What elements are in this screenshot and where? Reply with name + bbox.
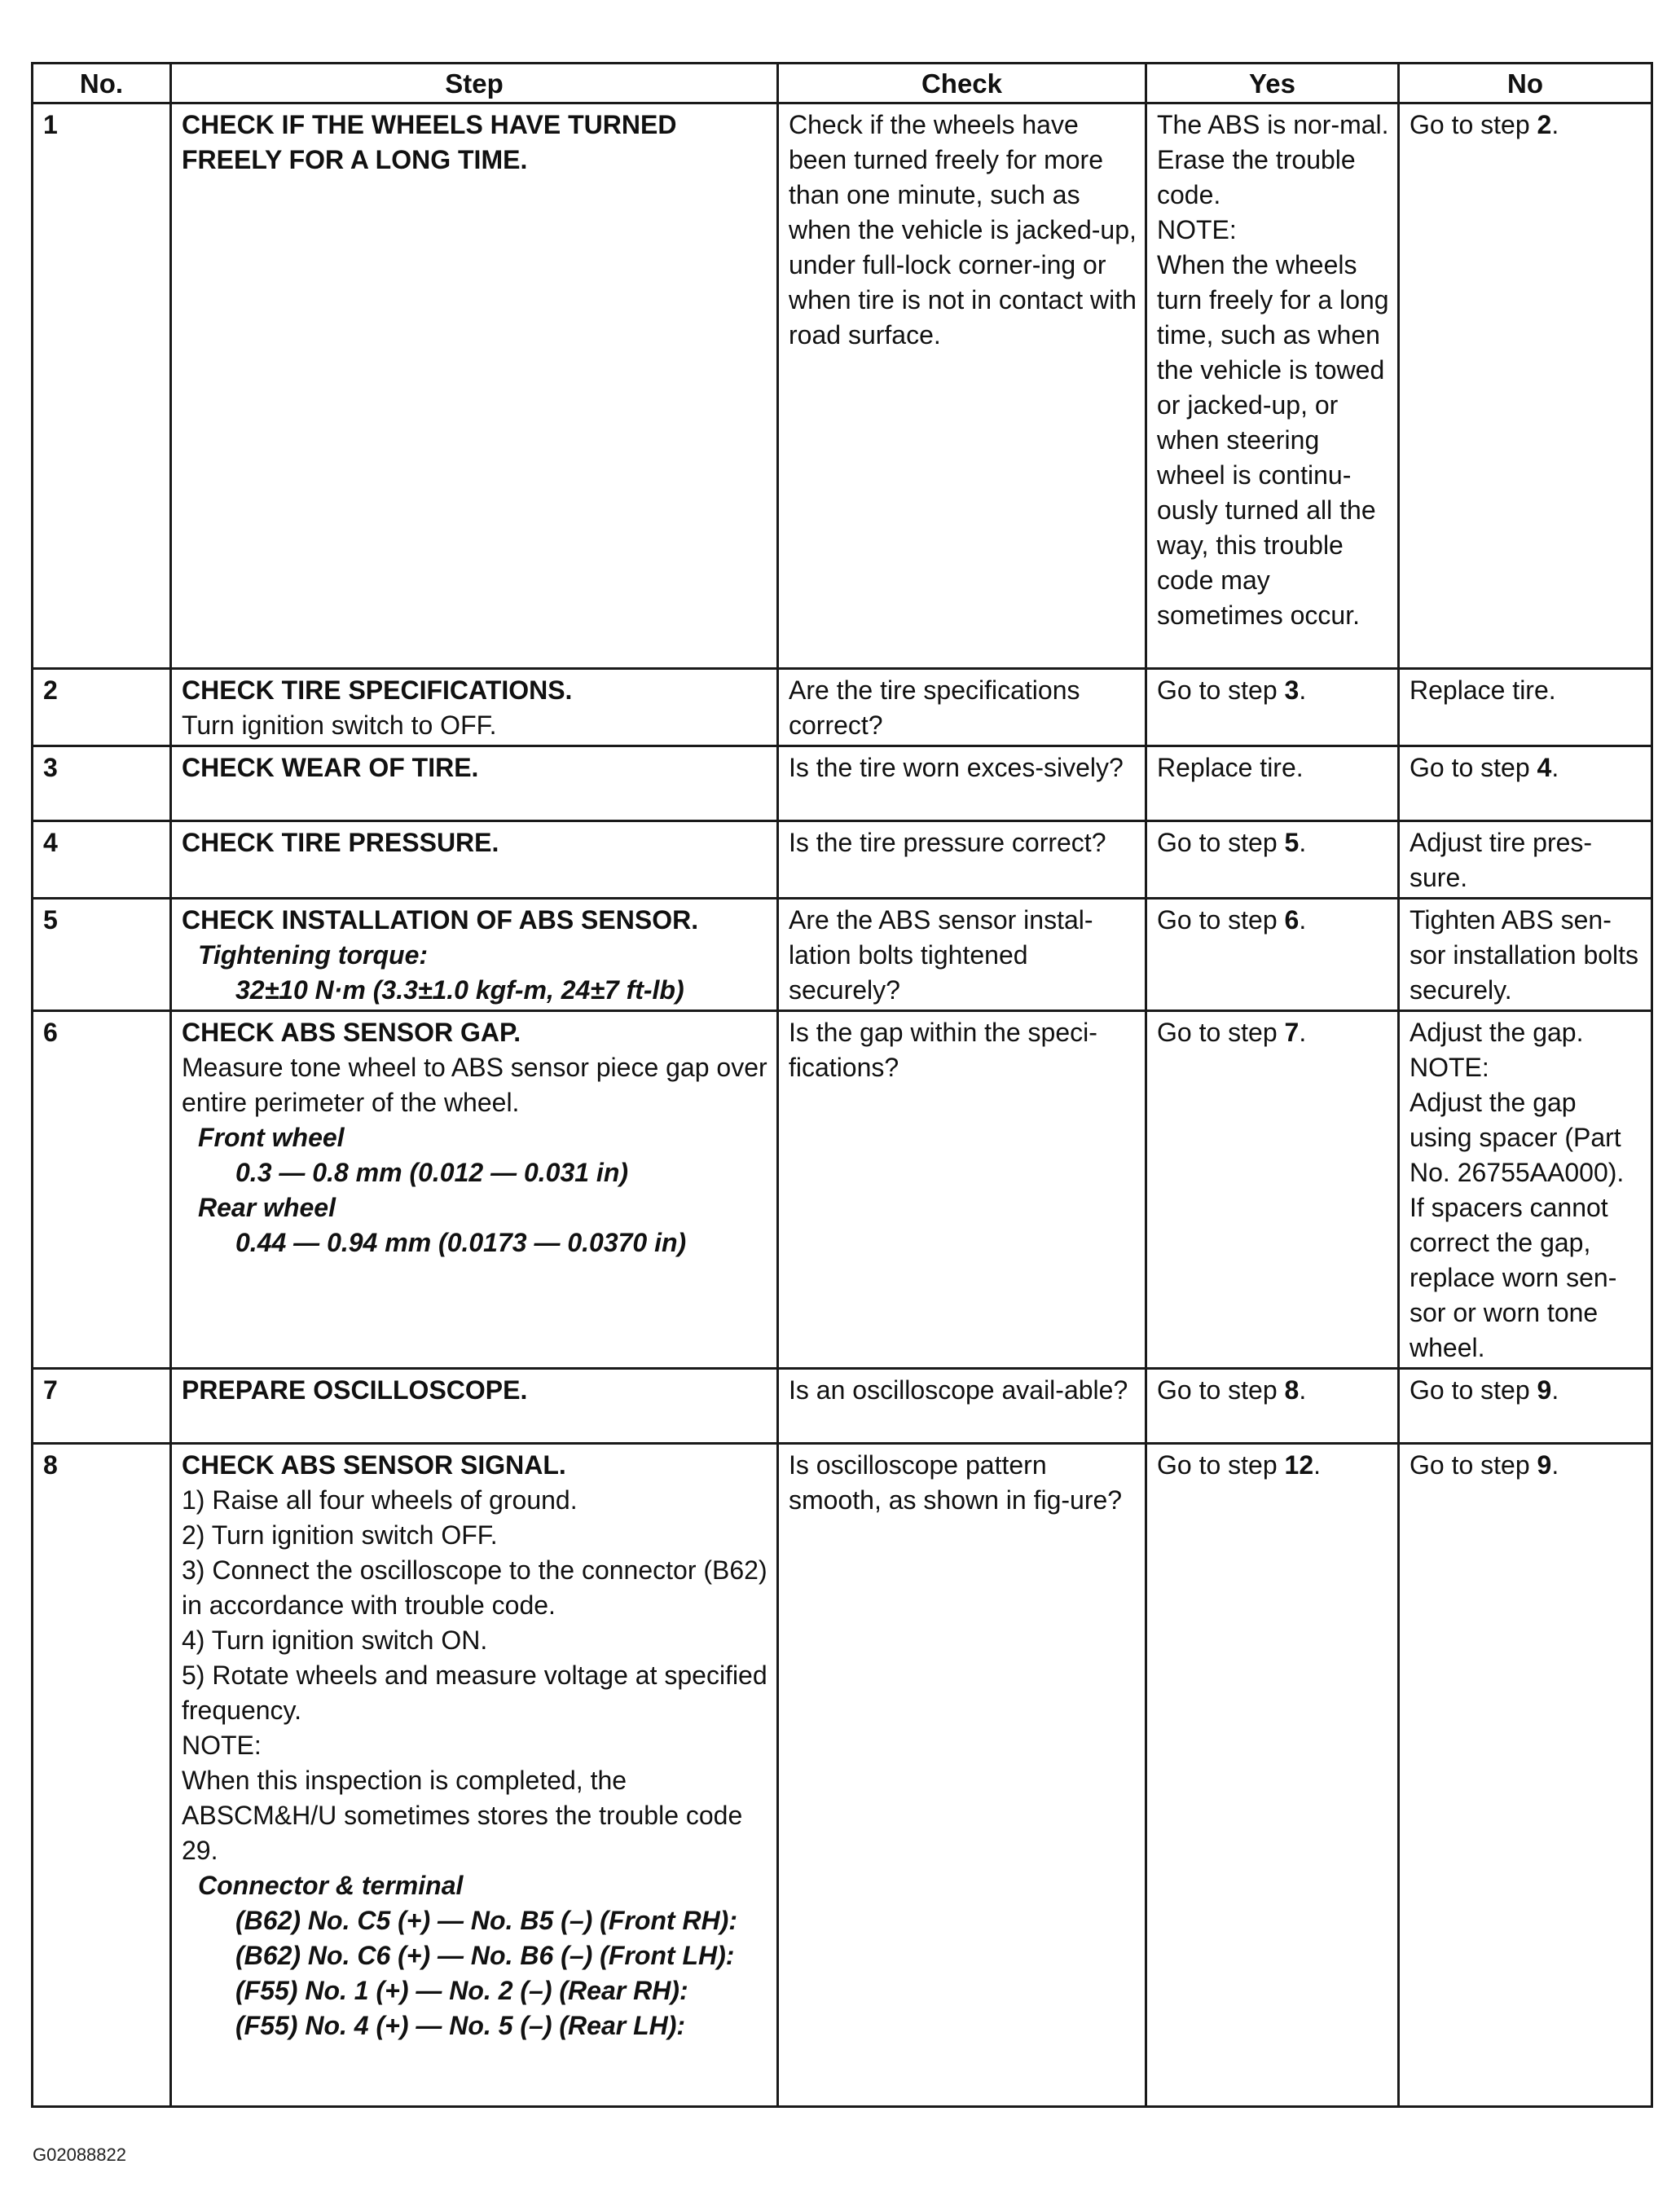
- step-title: CHECK INSTALLATION OF ABS SENSOR.: [182, 905, 699, 935]
- yes-suffix: .: [1299, 1018, 1307, 1047]
- goto-step-link[interactable]: 9: [1537, 1375, 1552, 1405]
- goto-step-link[interactable]: 8: [1284, 1375, 1300, 1405]
- step-body: Turn ignition switch to OFF.: [182, 710, 497, 740]
- goto-step-link[interactable]: 5: [1284, 828, 1300, 857]
- check-cell: Is the gap within the speci-fications?: [778, 1011, 1146, 1369]
- yes-cell: Replace tire.: [1146, 746, 1399, 821]
- yes-suffix: .: [1299, 828, 1307, 857]
- note-label: NOTE:: [182, 1731, 262, 1760]
- spec-label: Tightening torque:: [198, 940, 429, 970]
- check-cell: Is oscilloscope pattern smooth, as shown in fig-ure?: [778, 1444, 1146, 2107]
- no-cell: Adjust tire pres-sure.: [1399, 821, 1652, 899]
- goto-step-link[interactable]: 3: [1284, 675, 1300, 705]
- connector-terminal: (F55) No. 1 (+) — No. 2 (–) (Rear RH):: [235, 1976, 688, 2005]
- step-title: CHECK WEAR OF TIRE.: [182, 753, 479, 782]
- no-cell: [1399, 746, 1652, 821]
- step-cell: [171, 103, 778, 669]
- table-row: [33, 899, 1652, 1011]
- step-number: 6: [33, 1011, 171, 1369]
- note-text: When this inspection is completed, the ABSCM&H/U sometimes stores the trouble code 29.: [182, 1766, 743, 1865]
- procedure-step: 5) Rotate wheels and measure voltage at specified frequency.: [182, 1661, 767, 1725]
- no-suffix: .: [1551, 1450, 1559, 1480]
- yes-cell: [1146, 1369, 1399, 1444]
- no-text: Go to step: [1410, 110, 1537, 139]
- check-cell: Is the tire worn exces-sively?: [778, 746, 1146, 821]
- check-cell: Are the tire specifications correct?: [778, 669, 1146, 746]
- yes-text: Go to step: [1157, 1375, 1285, 1405]
- figure-code: G02088822: [33, 2144, 126, 2165]
- header-check: Check: [778, 64, 1146, 103]
- step-body: Measure tone wheel to ABS sensor piece gap over entire perimeter of the wheel.: [182, 1053, 767, 1117]
- no-note-label: NOTE:: [1410, 1053, 1489, 1082]
- spec-value: 32±10 N·m (3.3±1.0 kgf-m, 24±7 ft-lb): [235, 975, 684, 1005]
- yes-text: Go to step: [1157, 1450, 1285, 1480]
- step-cell: [171, 746, 778, 821]
- yes-text: Go to step: [1157, 1018, 1285, 1047]
- yes-cell: [1146, 821, 1399, 899]
- table-row: [33, 1011, 1652, 1369]
- yes-cell: [1146, 103, 1399, 669]
- check-cell: Is an oscilloscope avail-able?: [778, 1369, 1146, 1444]
- procedure-step: 4) Turn ignition switch ON.: [182, 1625, 488, 1655]
- no-suffix: .: [1551, 753, 1559, 782]
- no-text: Go to step: [1410, 753, 1537, 782]
- connector-terminal: (F55) No. 4 (+) — No. 5 (–) (Rear LH):: [235, 2011, 686, 2040]
- yes-note-label: NOTE:: [1157, 215, 1237, 244]
- goto-step-link[interactable]: 9: [1537, 1450, 1552, 1480]
- step-number: 2: [33, 669, 171, 746]
- goto-step-link[interactable]: 2: [1537, 110, 1552, 139]
- header-no: No.: [33, 64, 171, 103]
- step-number: 8: [33, 1444, 171, 2107]
- yes-cell: [1146, 1011, 1399, 1369]
- step-cell: [171, 669, 778, 746]
- spec-label-rear: Rear wheel: [198, 1193, 336, 1222]
- no-note: Adjust the gap using spacer (Part No. 26755AA000). If spacers cannot correct the gap, replace worn sen-sor or worn tone wheel.: [1410, 1088, 1625, 1362]
- yes-note: When the wheels turn freely for a long time, such as when the vehicle is towed or jacked-up, or when steering wheel is continu-ously turned all the way, this trouble code may sometimes occur.: [1157, 250, 1389, 630]
- step-title: CHECK TIRE SPECIFICATIONS.: [182, 675, 573, 705]
- connector-terminal: (B62) No. C5 (+) — No. B5 (–) (Front RH):: [235, 1906, 737, 1935]
- procedure-step: 3) Connect the oscilloscope to the connector (B62) in accordance with trouble code.: [182, 1555, 767, 1620]
- connector-terminal: (B62) No. C6 (+) — No. B6 (–) (Front LH):: [235, 1941, 735, 1970]
- table-row: [33, 1369, 1652, 1444]
- step-cell: [171, 1444, 778, 2107]
- yes-cell: [1146, 669, 1399, 746]
- header-step: Step: [171, 64, 778, 103]
- no-cell: [1399, 103, 1652, 669]
- step-cell: [171, 821, 778, 899]
- header-no-result: No: [1399, 64, 1652, 103]
- no-text: Go to step: [1410, 1375, 1537, 1405]
- step-title: CHECK ABS SENSOR GAP.: [182, 1018, 521, 1047]
- table-row: [33, 821, 1652, 899]
- yes-suffix: .: [1313, 1450, 1322, 1480]
- yes-suffix: .: [1299, 1375, 1307, 1405]
- spec-label-front: Front wheel: [198, 1123, 345, 1152]
- diagnostic-table: [31, 62, 1653, 2108]
- yes-cell: [1146, 899, 1399, 1011]
- no-cell: [1399, 1369, 1652, 1444]
- yes-text: The ABS is nor-mal. Erase the trouble code.: [1157, 110, 1389, 209]
- goto-step-link[interactable]: 6: [1284, 905, 1300, 935]
- header-yes: Yes: [1146, 64, 1399, 103]
- spec-value-front: 0.3 — 0.8 mm (0.012 — 0.031 in): [235, 1158, 629, 1187]
- spec-value-rear: 0.44 — 0.94 mm (0.0173 — 0.0370 in): [235, 1228, 687, 1257]
- table-row: [33, 1444, 1652, 2107]
- step-number: 1: [33, 103, 171, 669]
- procedure-step: 1) Raise all four wheels of ground.: [182, 1485, 578, 1515]
- no-cell: [1399, 1444, 1652, 2107]
- no-suffix: .: [1551, 1375, 1559, 1405]
- yes-text: Go to step: [1157, 675, 1285, 705]
- connector-label: Connector & terminal: [198, 1871, 464, 1900]
- yes-suffix: .: [1299, 905, 1307, 935]
- step-title: CHECK IF THE WHEELS HAVE TURNED FREELY FOR A LONG TIME.: [182, 110, 677, 174]
- table-row: [33, 669, 1652, 746]
- check-cell: Is the tire pressure correct?: [778, 821, 1146, 899]
- no-cell: Replace tire.: [1399, 669, 1652, 746]
- yes-text: Go to step: [1157, 828, 1285, 857]
- step-number: 3: [33, 746, 171, 821]
- yes-suffix: .: [1299, 675, 1307, 705]
- table-row: [33, 746, 1652, 821]
- step-title: CHECK ABS SENSOR SIGNAL.: [182, 1450, 566, 1480]
- goto-step-link[interactable]: 7: [1284, 1018, 1300, 1047]
- no-suffix: .: [1551, 110, 1559, 139]
- goto-step-link[interactable]: 12: [1284, 1450, 1314, 1480]
- goto-step-link[interactable]: 4: [1537, 753, 1552, 782]
- step-cell: [171, 1369, 778, 1444]
- no-text: Go to step: [1410, 1450, 1537, 1480]
- procedure-step: 2) Turn ignition switch OFF.: [182, 1520, 498, 1550]
- no-cell: [1399, 1011, 1652, 1369]
- yes-cell: [1146, 1444, 1399, 2107]
- no-cell: Tighten ABS sen-sor installation bolts securely.: [1399, 899, 1652, 1011]
- step-title: CHECK TIRE PRESSURE.: [182, 828, 499, 857]
- step-number: 5: [33, 899, 171, 1011]
- step-number: 7: [33, 1369, 171, 1444]
- step-number: 4: [33, 821, 171, 899]
- no-text: Adjust the gap.: [1410, 1018, 1584, 1047]
- table-row: [33, 103, 1652, 669]
- step-cell: [171, 1011, 778, 1369]
- table-header-row: [33, 64, 1652, 103]
- check-cell: Are the ABS sensor instal-lation bolts tightened securely?: [778, 899, 1146, 1011]
- step-cell: [171, 899, 778, 1011]
- yes-text: Go to step: [1157, 905, 1285, 935]
- step-title: PREPARE OSCILLOSCOPE.: [182, 1375, 528, 1405]
- check-cell: Check if the wheels have been turned freely for more than one minute, such as when the vehicle is jacked-up, under full-lock corner-ing or when tire is not in contact with road surface.: [778, 103, 1146, 669]
